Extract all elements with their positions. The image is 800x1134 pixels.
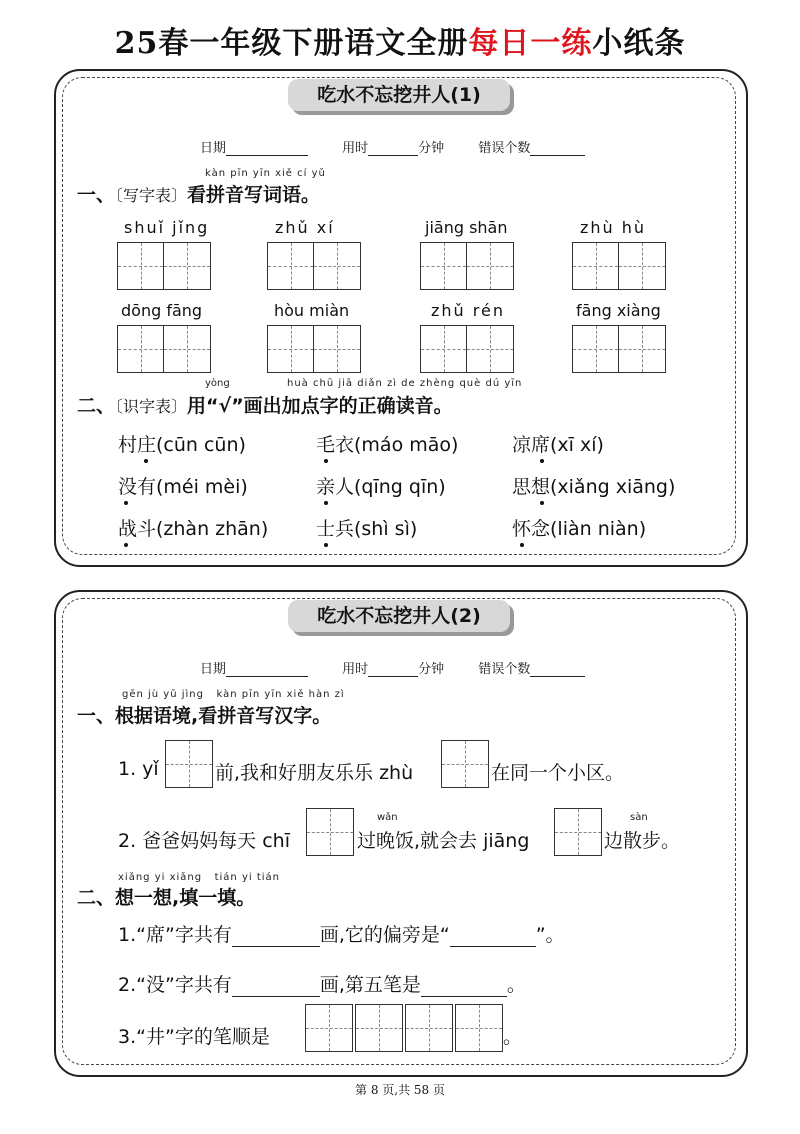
writing-grid[interactable] — [117, 242, 211, 290]
word-pinyin: zhù hù — [580, 218, 647, 237]
writing-grid[interactable] — [306, 808, 354, 856]
card-1-meta: 日期 用时 分钟 错误个数 — [200, 137, 585, 156]
answer-blank[interactable] — [421, 976, 507, 997]
q2-pinyin-wan: wǎn — [377, 812, 398, 823]
q1-part-c: 在同一个小区。 — [491, 762, 625, 784]
choice-item[interactable]: 毛衣(máo māo) — [316, 434, 459, 456]
q1-part-b: 前,我和好朋友乐乐 zhù — [215, 762, 414, 784]
q2-part-c: 边散步。 — [604, 830, 681, 852]
emphasis-dot — [540, 459, 544, 463]
choice-item[interactable]: 村庄(cūn cūn) — [118, 434, 246, 456]
choice-item[interactable]: 凉席(xī xí) — [512, 434, 604, 456]
page-footer: 第 8 页,共 58 页 — [355, 1083, 445, 1097]
choice-item[interactable]: 思想(xiǎng xiāng) — [512, 476, 676, 498]
writing-grid[interactable] — [420, 325, 514, 373]
choice-item[interactable]: 士兵(shì sì) — [316, 518, 418, 540]
errors-blank[interactable] — [530, 141, 585, 156]
section-heading-write-words: 一、〔写字表〕看拼音写词语。 — [77, 184, 321, 206]
errors-blank[interactable] — [530, 662, 585, 677]
stroke-order-grid[interactable] — [405, 1004, 453, 1052]
stroke-order-grid[interactable] — [305, 1004, 353, 1052]
writing-grid[interactable] — [441, 740, 489, 788]
writing-grid[interactable] — [572, 325, 666, 373]
choice-item[interactable]: 战斗(zhàn zhān) — [118, 518, 269, 540]
q2-pinyin-san: sàn — [630, 812, 648, 823]
q2-part-b: 过晚饭,就会去 jiāng — [357, 830, 530, 852]
card-2-title: 吃水不忘挖井人(2) — [288, 600, 510, 632]
date-blank[interactable] — [226, 141, 308, 156]
fill-question-3-end: 。 — [503, 1026, 523, 1048]
fill-question-2: 2.“没”字共有 画,第五笔是 。 — [118, 974, 526, 996]
sec1-pinyin: gēn jù yǔ jìng kàn pīn yīn xiě hàn zì — [122, 689, 345, 700]
word-pinyin: fāng xiàng — [576, 301, 661, 320]
answer-blank[interactable] — [232, 976, 320, 997]
choice-item[interactable]: 没有(méi mèi) — [118, 476, 248, 498]
choice-item[interactable]: 亲人(qīng qīn) — [316, 476, 446, 498]
writing-grid[interactable] — [267, 325, 361, 373]
emphasis-dot — [124, 501, 128, 505]
page-title: 25春一年级下册语文全册每日一练小纸条 — [114, 26, 686, 61]
q1-part-a: 1. yǐ — [118, 758, 159, 780]
sec2-pinyin: xiǎng yi xiǎng tián yi tián — [118, 872, 280, 883]
time-blank[interactable] — [368, 141, 418, 156]
word-pinyin: shuǐ jǐng — [124, 218, 210, 237]
word-pinyin: jiāng shān — [425, 218, 508, 237]
emphasis-dot — [124, 543, 128, 547]
sec2-pinyin: huà chū jiā diǎn zì de zhèng què dú yīn — [287, 378, 523, 389]
emphasis-dot — [144, 459, 148, 463]
writing-grid[interactable] — [267, 242, 361, 290]
fill-question-1: 1.“席”字共有 画,它的偏旁是“ ”。 — [118, 924, 565, 946]
choice-item[interactable]: 怀念(liàn niàn) — [512, 518, 647, 540]
word-pinyin: hòu miàn — [274, 301, 350, 320]
card-1-title: 吃水不忘挖井人(1) — [288, 79, 510, 111]
emphasis-dot — [324, 543, 328, 547]
emphasis-dot — [324, 501, 328, 505]
card-2-meta: 日期 用时 分钟 错误个数 — [200, 658, 585, 677]
section-heading-context: 一、根据语境,看拼音写汉字。 — [77, 705, 332, 727]
sec2-pinyin-yong: yòng — [205, 378, 230, 389]
section-heading-pronunciation: 二、〔识字表〕用“√”画出加点字的正确读音。 — [77, 395, 453, 417]
section-heading-fill: 二、想一想,填一填。 — [77, 887, 256, 909]
writing-grid[interactable] — [117, 325, 211, 373]
emphasis-dot — [520, 543, 524, 547]
stroke-order-grid[interactable] — [455, 1004, 503, 1052]
date-blank[interactable] — [226, 662, 308, 677]
word-pinyin: dōng fāng — [121, 301, 203, 320]
writing-grid[interactable] — [420, 242, 514, 290]
stroke-order-grid[interactable] — [355, 1004, 403, 1052]
writing-grid[interactable] — [165, 740, 213, 788]
writing-grid[interactable] — [554, 808, 602, 856]
sec1-pinyin: kàn pīn yīn xiě cí yǔ — [205, 168, 326, 179]
writing-grid[interactable] — [572, 242, 666, 290]
answer-blank[interactable] — [232, 926, 320, 947]
answer-blank[interactable] — [450, 926, 536, 947]
emphasis-dot — [540, 501, 544, 505]
fill-question-3-label: 3.“井”字的笔顺是 — [118, 1026, 270, 1048]
emphasis-dot — [324, 459, 328, 463]
time-blank[interactable] — [368, 662, 418, 677]
word-pinyin: zhǔ rén — [431, 301, 505, 320]
word-pinyin: zhǔ xí — [275, 218, 335, 237]
q2-part-a: 2. 爸爸妈妈每天 chī — [118, 830, 290, 852]
